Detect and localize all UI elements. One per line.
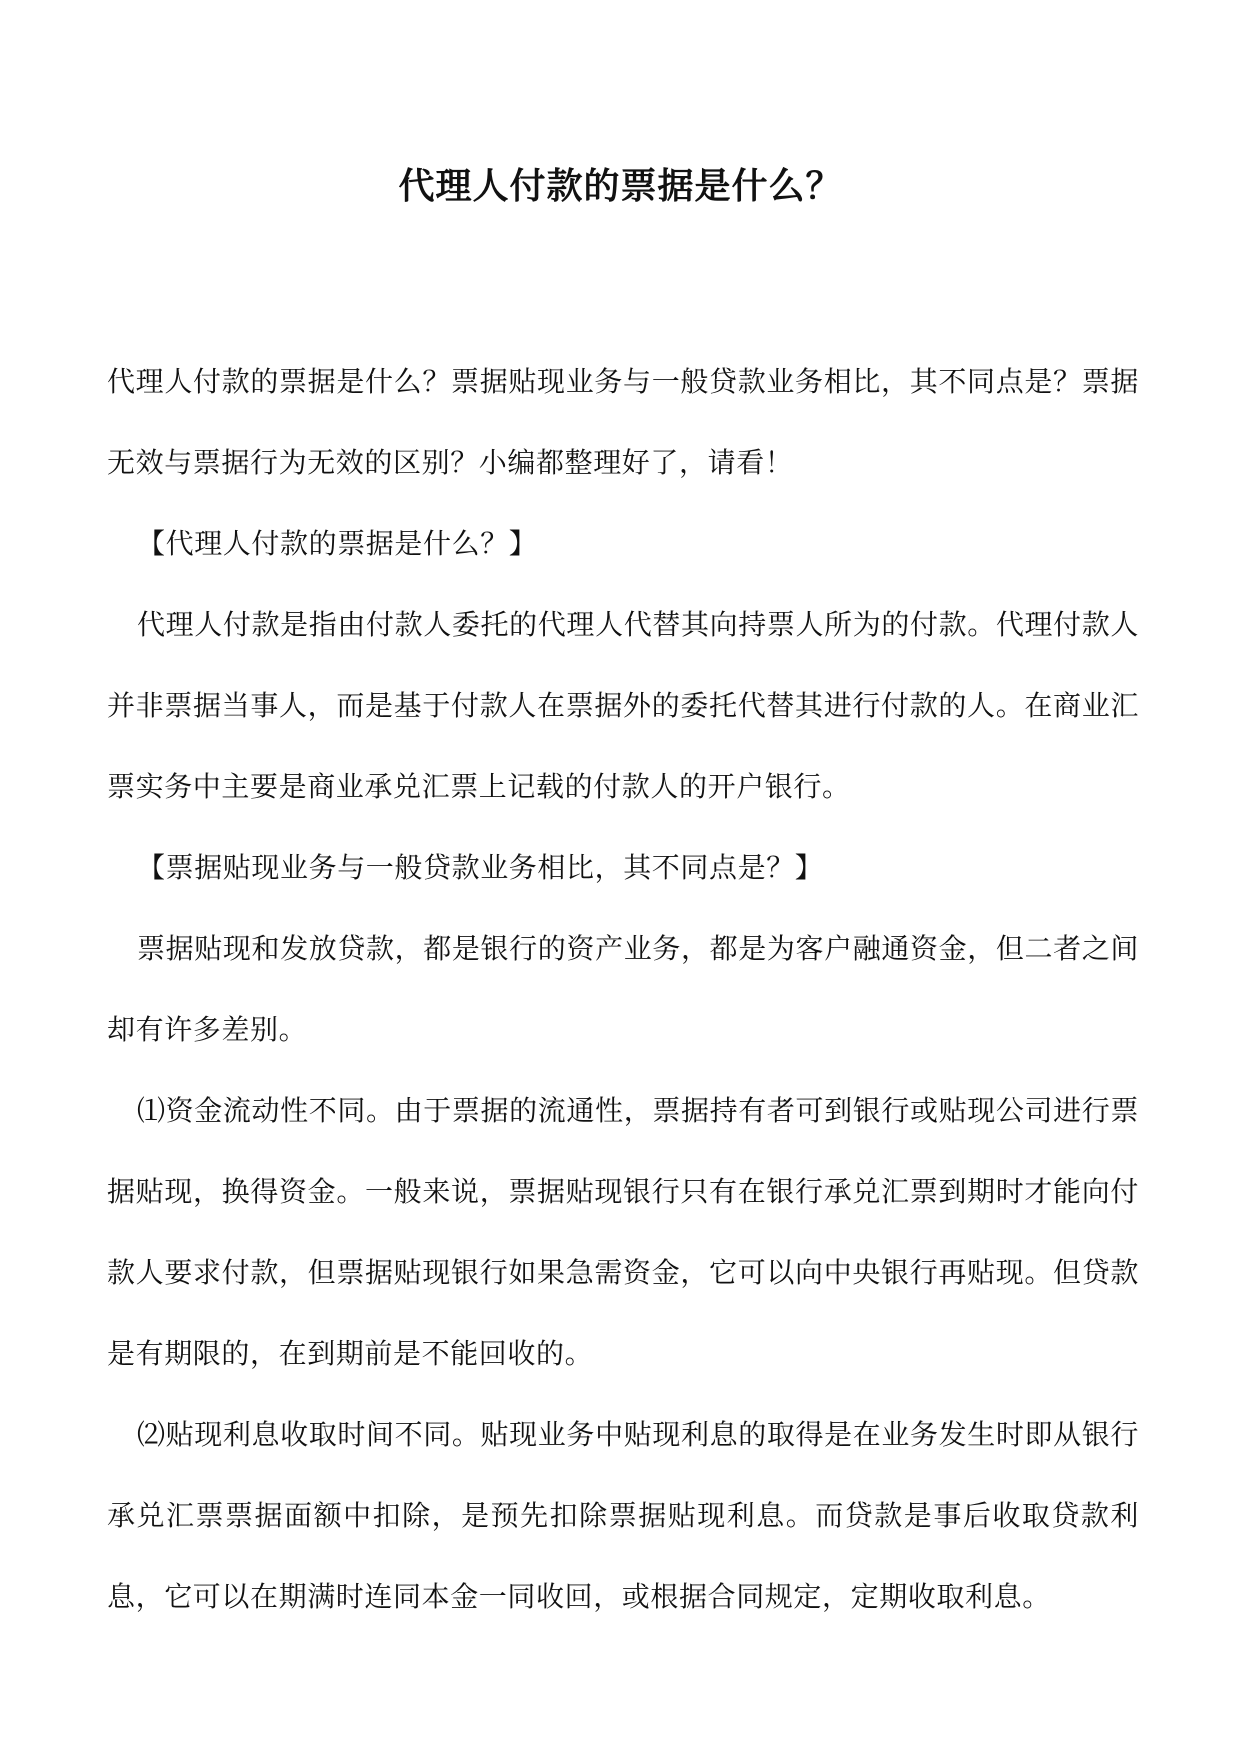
document-body bbox=[107, 341, 1139, 1637]
payment-agent-paragraph: 代理人付款是指由付款人委托的代理人代替其向持票人所为的付款。代理付款人并非票据当事人，而是基于付款人在票据外的委托代替其进行付款的人。在商业汇票实务中主要是商业承兑汇票上记载的付款人的开户银行。 bbox=[107, 608, 1139, 803]
document-title: 代理人付款的票据是什么？ bbox=[398, 165, 843, 207]
point-liquidity-paragraph: ⑴资金流动性不同。由于票据的流通性，票据持有者可到银行或贴现公司进行票据贴现，换得资金。一般来说，票据贴现银行只有在银行承兑汇票到期时才能向付款人要求付款，但票据贴现银行如果急需资金，它可以向中央银行再贴现。但贷款是有期限的，在到期前是不能回收的。 bbox=[107, 1094, 1139, 1370]
section-heading-discount-vs-loan: 【票据贴现业务与一般贷款业务相比，其不同点是？】 bbox=[137, 851, 824, 884]
point-interest-timing-paragraph: ⑵贴现利息收取时间不同。贴现业务中贴现利息的取得是在业务发生时即从银行承兑汇票票据面额中扣除，是预先扣除票据贴现利息。而贷款是事后收取贷款利息，它可以在期满时连同本金一同收回，或根据合同规定，定期收取利息。 bbox=[107, 1418, 1139, 1613]
intro-paragraph: 代理人付款的票据是什么？票据贴现业务与一般贷款业务相比，其不同点是？票据无效与票据行为无效的区别？小编都整理好了，请看！ bbox=[107, 365, 1139, 479]
section-heading-payment-agent: 【代理人付款的票据是什么？】 bbox=[137, 527, 538, 560]
discount-vs-loan-paragraph: 票据贴现和发放贷款，都是银行的资产业务，都是为客户融通资金，但二者之间却有许多差别。 bbox=[107, 932, 1139, 1046]
